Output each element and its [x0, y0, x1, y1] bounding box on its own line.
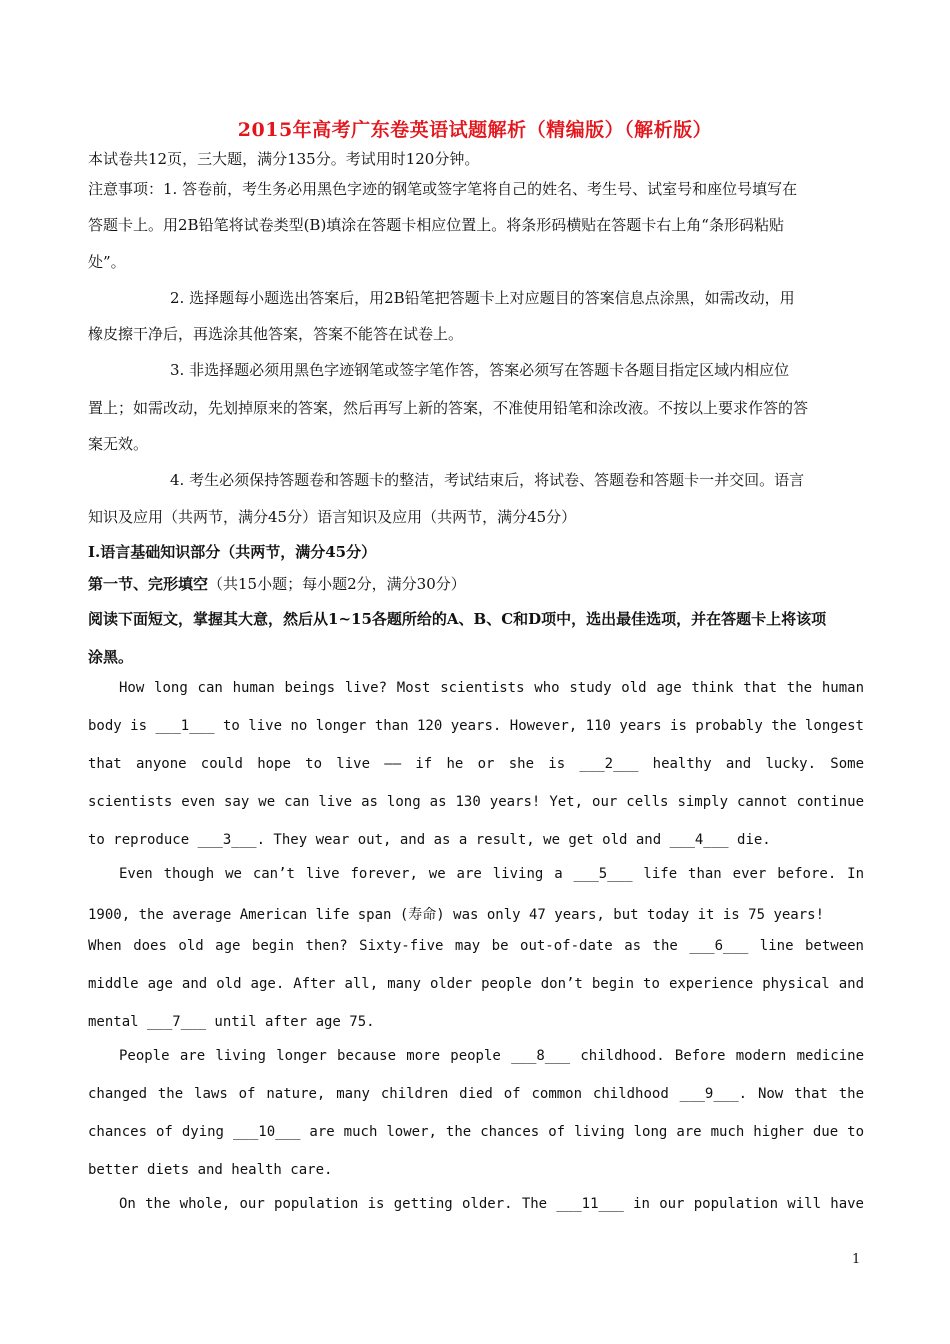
passage-line: On the whole, our population is getting older. The ___11___ in our population will have: [119, 1196, 864, 1212]
passage-line: to reproduce ___3___. They wear out, and as a result, we get old and ___4___ die.: [88, 832, 771, 848]
passage-line: How long can human beings live? Most scientists who study old age think that the human: [119, 680, 864, 696]
passage-line: chances of dying ___10___ are much lower, the chances of living long are much higher due to: [88, 1124, 864, 1140]
part-detail: （共15小题；每小题2分，满分30分）: [208, 575, 466, 593]
passage-line: When does old age begin then? Sixty-five may be out-of-date as the ___6___ line between: [88, 938, 864, 954]
note-line: 2. 选择题每小题选出答案后，用2B铅笔把答题卡上对应题目的答案信息点涂黑，如需改动，用: [170, 289, 795, 307]
page-title: 2015年高考广东卷英语试题解析（精编版）（解析版）: [237, 119, 713, 141]
instruction-line: 阅读下面短文，掌握其大意，然后从1~15各题所给的A、B、C和D项中，选出最佳选项，并在答题卡上将该项: [88, 610, 827, 628]
page-number: 1: [852, 1252, 861, 1267]
passage-line: changed the laws of nature, many children died of common childhood ___9___. Now that the: [88, 1086, 864, 1102]
instruction-line: 涂黑。: [88, 648, 134, 666]
note-line: 4. 考生必须保持答题卷和答题卡的整洁，考试结束后，将试卷、答题卷和答题卡一并交回。语言: [170, 471, 805, 489]
passage-line: mental ___7___ until after age 75.: [88, 1014, 375, 1030]
passage-line: better diets and health care.: [88, 1162, 333, 1178]
note-line: 处”。: [88, 253, 126, 271]
passage-line: People are living longer because more people ___8___ childhood. Before modern medicine: [119, 1048, 864, 1064]
passage-line: middle age and old age. After all, many older people don’t begin to experience physical and: [88, 976, 864, 992]
note-line: 知识及应用（共两节，满分45分）语言知识及应用（共两节，满分45分）: [88, 508, 577, 526]
part-title: 第一节、完形填空: [88, 575, 209, 593]
note-line: 案无效。: [88, 435, 149, 453]
passage-line: Even though we can’t live forever, we are living a ___5___ life than ever before. In: [119, 866, 864, 882]
passage-line: body is ___1___ to live no longer than 120 years. However, 110 years is probably the longest: [88, 718, 864, 734]
note-line: 3. 非选择题必须用黑色字迹钢笔或签字笔作答，答案必须写在答题卡各题目指定区域内相应位: [170, 361, 790, 379]
note-line: 橡皮擦干净后，再选涂其他答案，答案不能答在试卷上。: [88, 325, 464, 343]
note-line: 置上；如需改动，先划掉原来的答案，然后再写上新的答案，不准使用铅笔和涂改液。不按以上要求作答的答: [88, 399, 809, 417]
note-line: 注意事项：1. 答卷前，考生务必用黑色字迹的钢笔或签字笔将自己的姓名、考生号、试室号和座位号填写在: [88, 180, 798, 198]
exam-intro: 本试卷共12页，三大题，满分135分。考试用时120分钟。: [88, 150, 480, 168]
passage-line: 1900, the average American life span (寿命) was only 47 years, but today it is 75 years!: [88, 907, 825, 923]
passage-line: that anyone could hope to live —— if he or she is ___2___ healthy and lucky. Some: [88, 756, 864, 772]
note-line: 答题卡上。用2B铅笔将试卷类型(B)填涂在答题卡相应位置上。将条形码横贴在答题卡右上角“条形码粘贴: [88, 216, 784, 234]
passage-line: scientists even say we can live as long as 130 years! Yet, our cells simply cannot continue: [88, 794, 864, 810]
part-title-line: [88, 573, 864, 594]
section-heading: Ⅰ.语言基础知识部分（共两节，满分45分）: [88, 543, 377, 561]
